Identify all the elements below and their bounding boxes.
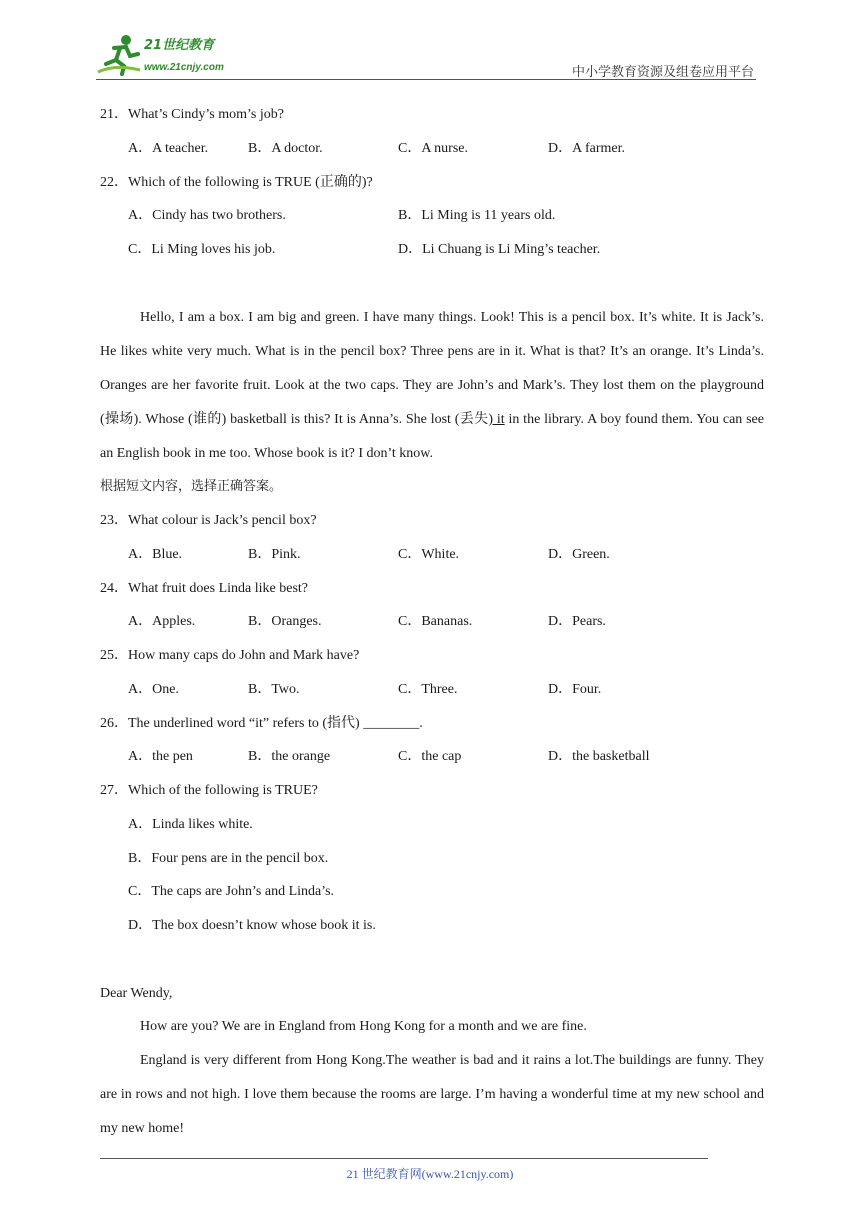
footer-divider bbox=[100, 1158, 708, 1159]
question-22-option-d[interactable]: D．Li Chuang is Li Ming’s teacher. bbox=[398, 242, 601, 257]
question-22-option-b[interactable]: B．Li Ming is 11 years old. bbox=[398, 208, 556, 223]
header-platform-text: 中小学教育资源及组卷应用平台 bbox=[571, 65, 754, 80]
question-25-option-b[interactable]: B．Two. bbox=[248, 682, 300, 697]
reading-passage bbox=[100, 301, 764, 471]
question-27-option-d[interactable]: D．The box doesn’t know whose book it is. bbox=[128, 918, 376, 933]
passage-text-part1: Hello, I am a box. I am big and green. I have many things. Look! This is a pencil box. It’s white. It is Jack’s. He likes white very much. What is in the pencil box? Three pens are in it. What is that? It’s an orange. It’s Linda’s. Oranges are her favorite fruit. Look at the two caps. They are John’s and Mark’s. They lost them on the playground (操场). Whose (谁的) basketball is this? It is Anna’s. She lost (丢失 bbox=[100, 310, 764, 427]
question-22-option-a[interactable]: A．Cindy has two brothers. bbox=[128, 208, 286, 223]
question-22-stem: 22．Which of the following is TRUE (正确的)? bbox=[100, 175, 373, 190]
question-24-stem: 24．What fruit does Linda like best? bbox=[100, 581, 308, 596]
question-21-stem: 21．What’s Cindy’s mom’s job? bbox=[100, 107, 284, 122]
question-27-option-c[interactable]: C．The caps are John’s and Linda’s. bbox=[128, 884, 335, 899]
site-logo[interactable] bbox=[96, 34, 266, 78]
passage-text-part2: in the library. A boy found them. You can see an English book in me too. Whose book is it? I don’t know. bbox=[100, 412, 764, 461]
question-27-option-a[interactable]: A．Linda likes white. bbox=[128, 817, 253, 832]
letter-greeting: Dear Wendy, bbox=[100, 986, 173, 1001]
runner-icon bbox=[96, 34, 142, 76]
question-26-stem: 26．The underlined word “it” refers to (指代) ________. bbox=[100, 716, 423, 731]
logo-text: 21世纪教育 bbox=[144, 38, 215, 53]
question-21-option-c[interactable]: C．A nurse. bbox=[398, 141, 468, 156]
question-24-option-c[interactable]: C．Bananas. bbox=[398, 614, 473, 629]
letter-paragraph-1: How are you? We are in England from Hong Kong for a month and we are fine. bbox=[140, 1019, 587, 1034]
question-27-stem: 27．Which of the following is TRUE? bbox=[100, 783, 318, 798]
question-23-option-c[interactable]: C．White. bbox=[398, 547, 460, 562]
question-25-stem: 25．How many caps do John and Mark have? bbox=[100, 648, 360, 663]
question-25-option-a[interactable]: A．One. bbox=[128, 682, 179, 697]
question-21-option-d[interactable]: D．A farmer. bbox=[548, 141, 625, 156]
logo-url: www.21cnjy.com bbox=[144, 62, 224, 73]
page-header bbox=[0, 0, 860, 80]
question-23-option-b[interactable]: B．Pink. bbox=[248, 547, 301, 562]
question-22-option-c[interactable]: C．Li Ming loves his job. bbox=[128, 242, 276, 257]
passage-instruction: 根据短文内容，选择正确答案。 bbox=[100, 479, 283, 494]
question-25-option-d[interactable]: D．Four. bbox=[548, 682, 602, 697]
footer-text[interactable]: 21 世纪教育网(www.21cnjy.com) bbox=[346, 1167, 514, 1181]
letter-body bbox=[100, 1010, 764, 1146]
question-26-option-c[interactable]: C．the cap bbox=[398, 749, 462, 764]
question-23-option-d[interactable]: D．Green. bbox=[548, 547, 610, 562]
question-21-option-a[interactable]: A．A teacher. bbox=[128, 141, 209, 156]
underlined-word-it: ) it bbox=[488, 412, 505, 427]
question-23-option-a[interactable]: A．Blue. bbox=[128, 547, 183, 562]
question-26-option-d[interactable]: D．the basketball bbox=[548, 749, 650, 764]
question-26-option-b[interactable]: B．the orange bbox=[248, 749, 331, 764]
question-23-stem: 23．What colour is Jack’s pencil box? bbox=[100, 513, 317, 528]
header-divider bbox=[96, 79, 756, 80]
question-21-option-b[interactable]: B．A doctor. bbox=[248, 141, 323, 156]
question-24-option-d[interactable]: D．Pears. bbox=[548, 614, 606, 629]
question-24-option-a[interactable]: A．Apples. bbox=[128, 614, 196, 629]
question-26-option-a[interactable]: A．the pen bbox=[128, 749, 193, 764]
question-24-option-b[interactable]: B．Oranges. bbox=[248, 614, 322, 629]
question-25-option-c[interactable]: C．Three. bbox=[398, 682, 458, 697]
letter-paragraph-2: England is very different from Hong Kong.The weather is bad and it rains a lot.The buildings are funny. They are in rows and not high. I love them because the rooms are large. I’m having a wonderful time at my new school and my new home! bbox=[100, 1053, 764, 1136]
question-27-option-b[interactable]: B．Four pens are in the pencil box. bbox=[128, 851, 329, 866]
